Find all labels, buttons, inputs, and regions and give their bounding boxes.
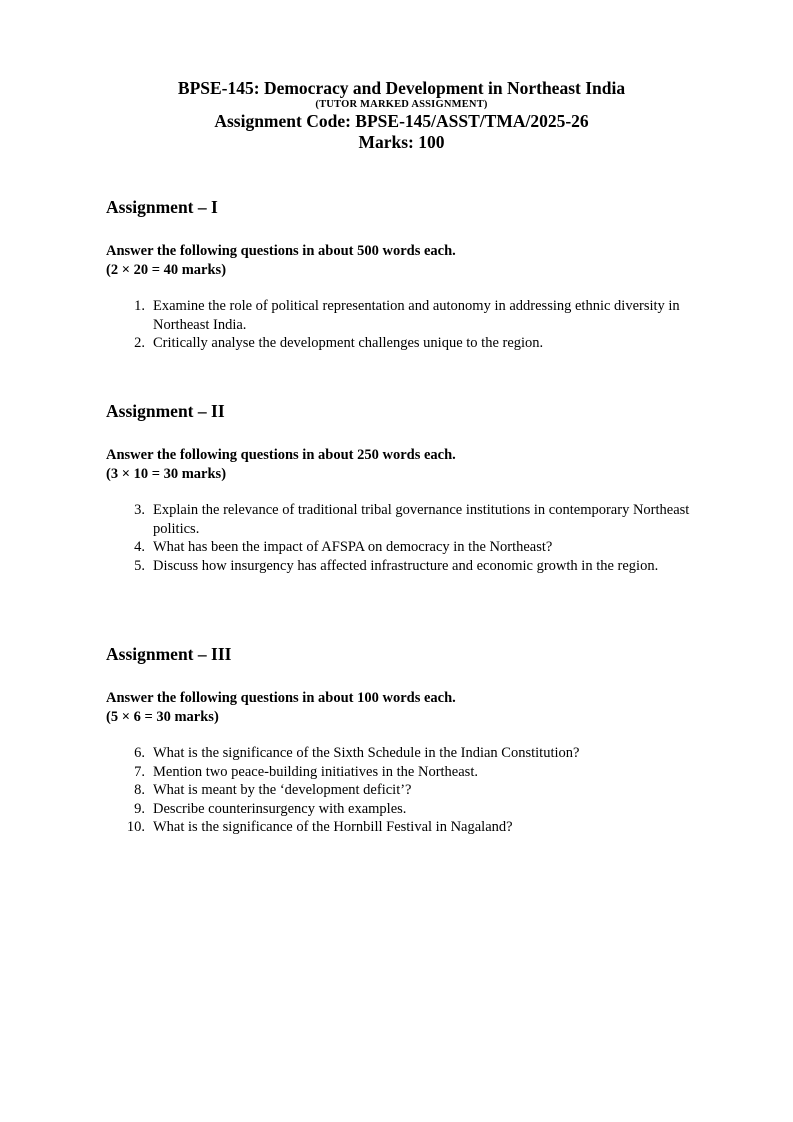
- question-list: [106, 744, 726, 837]
- question-text: Discuss how insurgency has affected infrastructure and economic growth in the region.: [153, 557, 659, 574]
- assignment-section-2: [106, 401, 726, 575]
- question-item: [106, 763, 726, 782]
- question-text: What is the significance of the Sixth Schedule in the Indian Constitution?: [153, 745, 580, 761]
- question-number: 4.: [134, 539, 145, 555]
- marks-breakdown: (5 × 6 = 30 marks): [106, 709, 219, 725]
- question-text: What is meant by the ‘development deficit’?: [153, 782, 412, 798]
- section-heading: Assignment – II: [106, 401, 225, 421]
- question-item: [106, 334, 726, 353]
- question-item: [106, 800, 726, 819]
- question-text: Explain the relevance of traditional tribal governance institutions in contemporary Northeast politics.: [153, 502, 690, 537]
- question-item: [106, 538, 726, 557]
- question-number: 1.: [134, 298, 145, 314]
- question-item: [106, 744, 726, 763]
- question-number: 3.: [134, 502, 145, 518]
- question-item: [106, 297, 726, 334]
- document-header: [0, 78, 793, 153]
- question-number: 9.: [134, 800, 145, 817]
- section-heading: Assignment – III: [106, 644, 232, 664]
- assignment-type: (TUTOR MARKED ASSIGNMENT): [315, 99, 488, 110]
- section-heading: Assignment – I: [106, 197, 218, 217]
- assignment-code: Assignment Code: BPSE-145/ASST/TMA/2025-26: [214, 111, 589, 131]
- question-text: Examine the role of political representation and autonomy in addressing ethnic diversity in Northeast India.: [153, 298, 680, 333]
- question-number: 2.: [134, 335, 145, 351]
- assignment-section-1: [106, 197, 726, 353]
- question-item: [106, 818, 726, 837]
- question-text: Describe counterinsurgency with examples.: [153, 800, 407, 817]
- instruction-text: Answer the following questions in about 500 words each.: [106, 243, 456, 259]
- question-text: Mention two peace-building initiatives in the Northeast.: [153, 763, 478, 780]
- question-number: 5.: [134, 557, 145, 574]
- question-text: Critically analyse the development challenges unique to the region.: [153, 335, 544, 351]
- total-marks: Marks: 100: [358, 132, 445, 152]
- question-list: [106, 297, 726, 353]
- question-item: [106, 501, 726, 538]
- question-text: What has been the impact of AFSPA on democracy in the Northeast?: [153, 539, 553, 555]
- section-instructions: [106, 242, 726, 280]
- question-list: [106, 501, 726, 575]
- question-text: What is the significance of the Hornbill Festival in Nagaland?: [153, 819, 513, 835]
- question-item: [106, 781, 726, 800]
- marks-breakdown: (3 × 10 = 30 marks): [106, 466, 227, 482]
- instruction-text: Answer the following questions in about 250 words each.: [106, 447, 456, 463]
- course-title: BPSE-145: Democracy and Development in Northeast India: [177, 78, 626, 98]
- section-instructions: [106, 689, 726, 727]
- instruction-text: Answer the following questions in about 100 words each.: [106, 690, 456, 706]
- assignment-section-3: [106, 644, 726, 837]
- question-number: 8.: [134, 782, 145, 798]
- section-instructions: [106, 446, 726, 484]
- question-item: [106, 557, 726, 576]
- marks-breakdown: (2 × 20 = 40 marks): [106, 262, 227, 278]
- question-number: 6.: [134, 745, 145, 761]
- question-number: 7.: [134, 763, 145, 780]
- question-number: 10.: [126, 819, 145, 835]
